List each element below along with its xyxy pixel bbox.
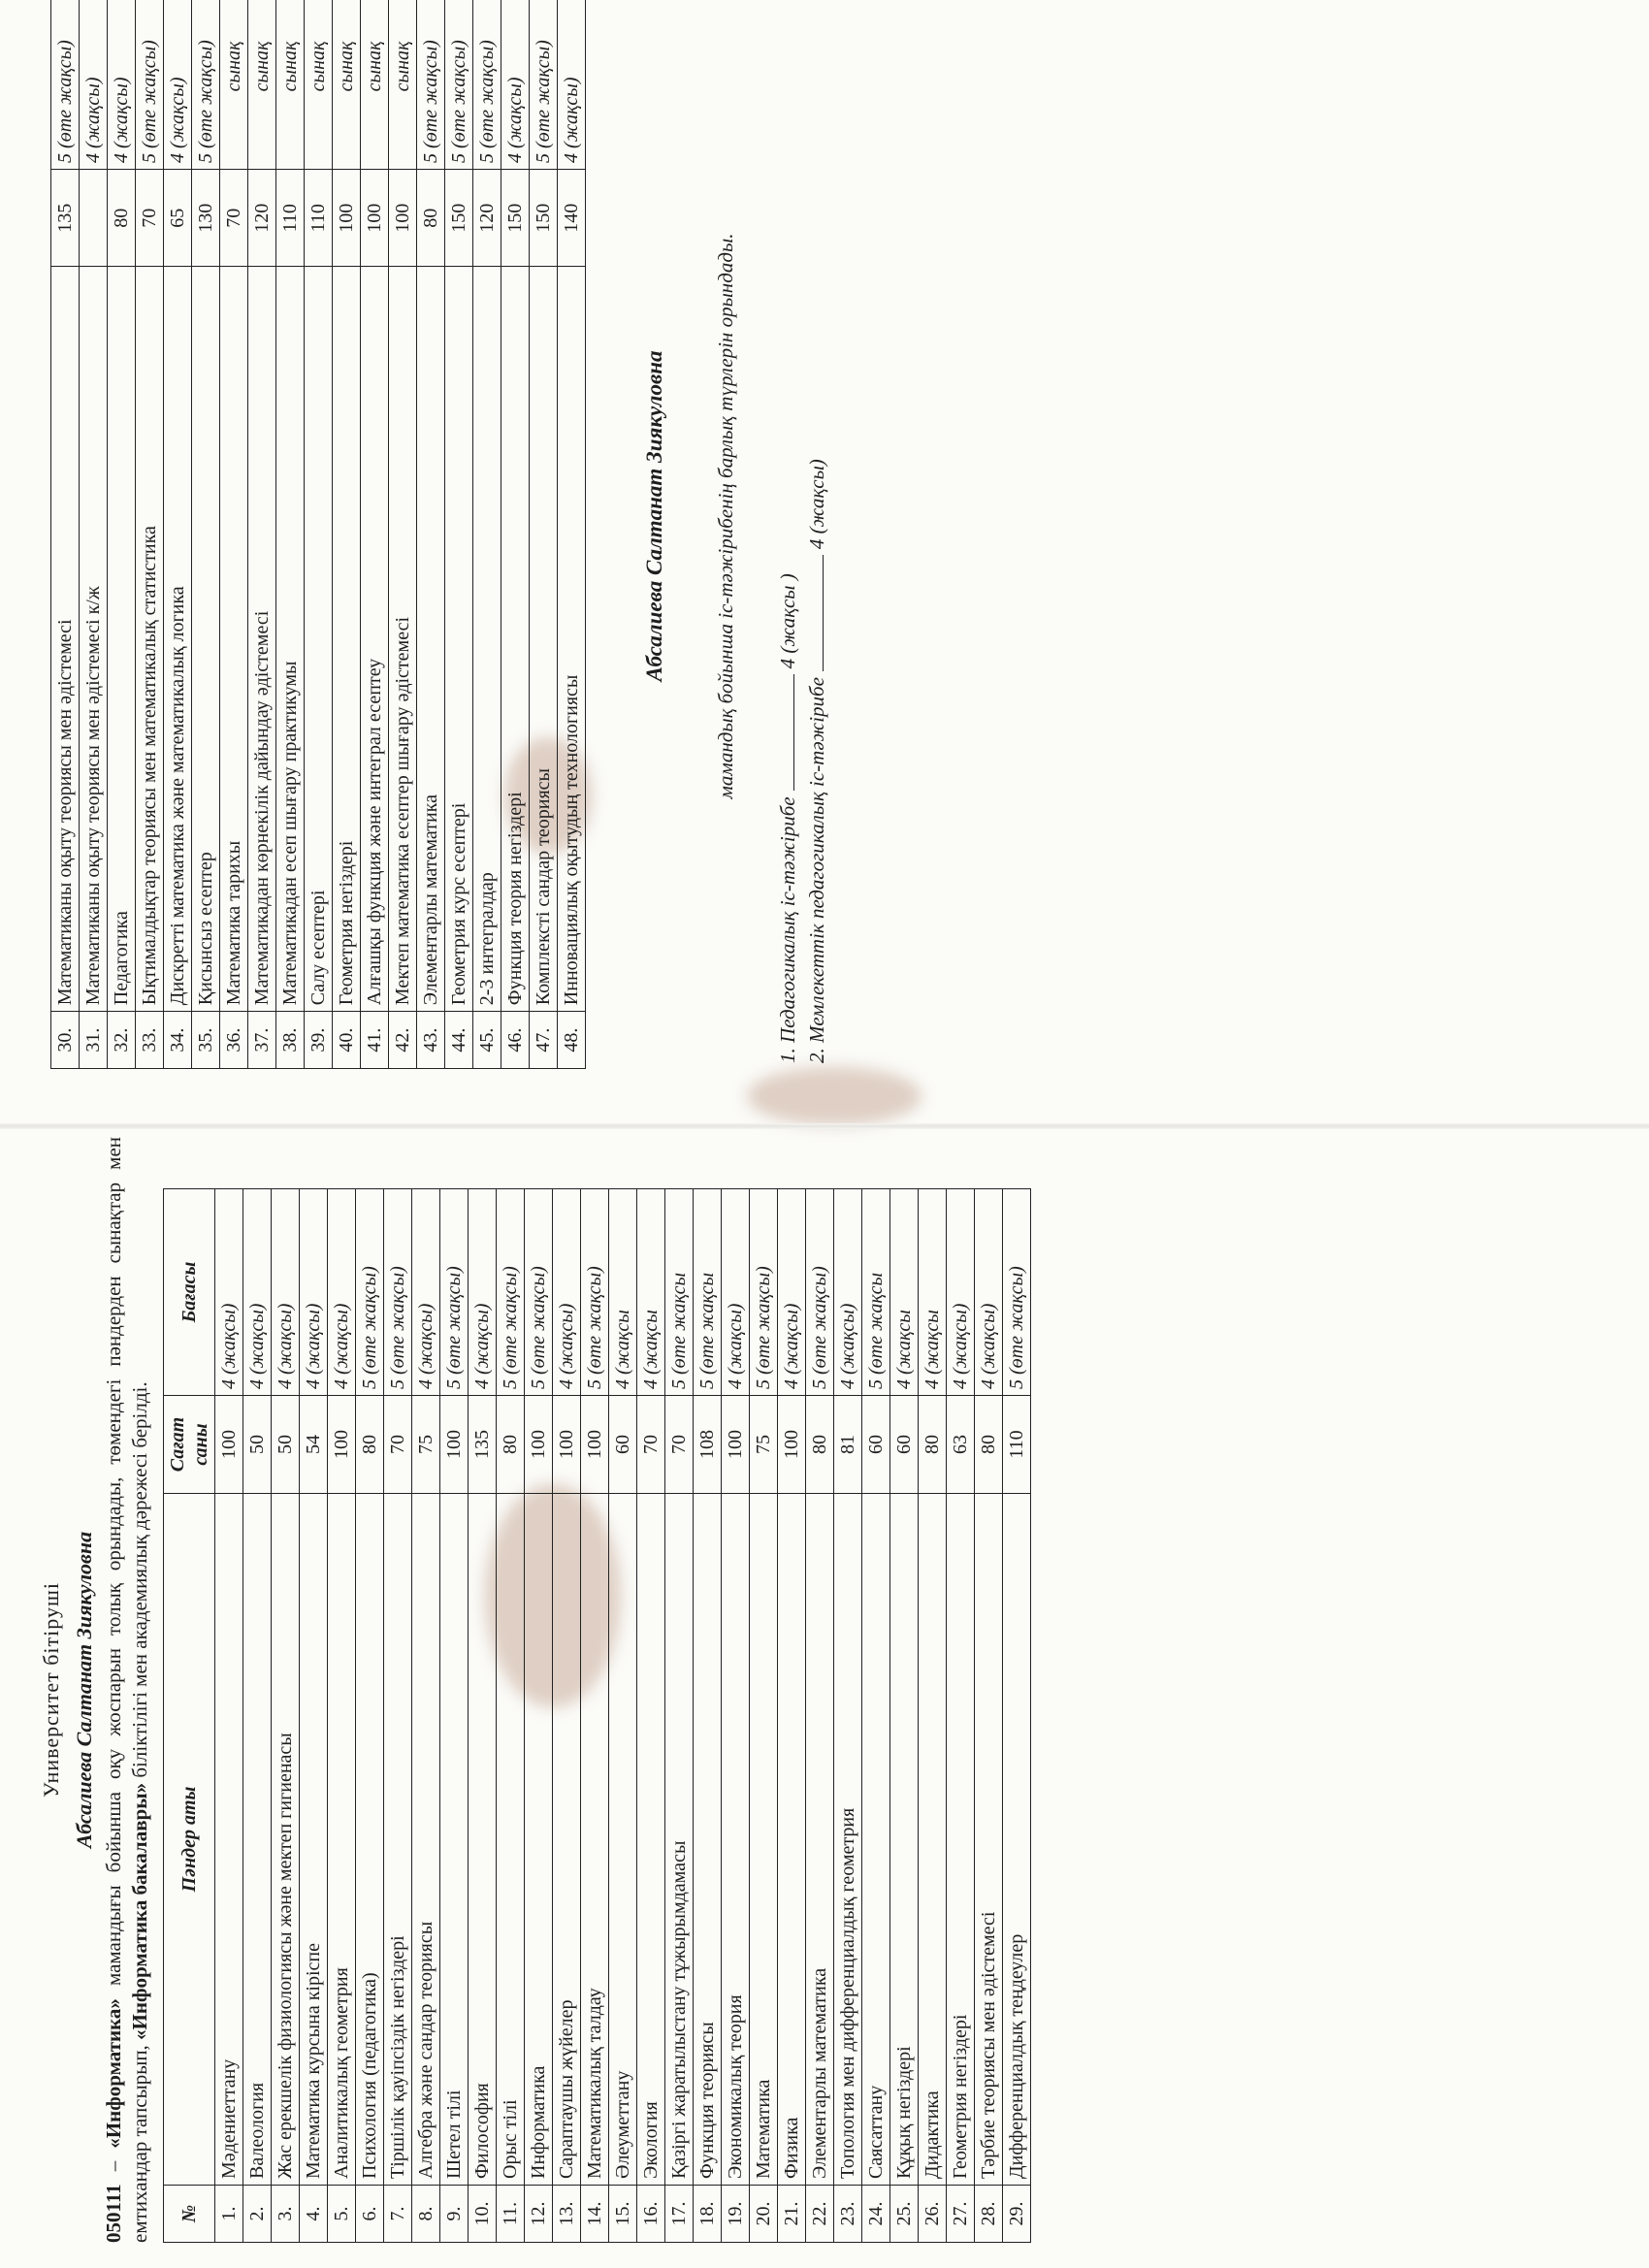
subject-name: Ықтималдықтар теориясы мен математикалық статистика xyxy=(136,267,164,1012)
subject-name: Экология xyxy=(637,1494,665,2186)
table-header-row xyxy=(164,1189,215,2243)
subject-name: Орыс тілі xyxy=(497,1494,525,2186)
subject-grade: 4 (жақсы) xyxy=(553,1189,581,1396)
subject-name: Элементарлы математика xyxy=(417,267,445,1012)
subject-grade: 4 (жақсы) xyxy=(215,1189,243,1396)
subject-hours: 108 xyxy=(694,1396,722,1494)
subject-name: Мәдениеттану xyxy=(215,1494,243,2186)
subject-hours: 80 xyxy=(356,1396,384,1494)
subject-hours: 65 xyxy=(164,169,192,267)
header-num: № xyxy=(164,2186,215,2243)
subject-hours: 120 xyxy=(473,169,501,267)
subject-name: Салу есептері xyxy=(305,267,333,1012)
subject-hours: 100 xyxy=(389,169,417,267)
row-number: 39. xyxy=(305,1012,333,1069)
subject-hours: 80 xyxy=(806,1396,834,1494)
page-fold xyxy=(0,1123,1649,1129)
practice-item xyxy=(802,0,831,1063)
subject-name: Қисынсыз есептер xyxy=(192,267,220,1012)
subject-hours: 100 xyxy=(722,1396,750,1494)
subject-name: Тіршілік қауіпсіздік негіздері xyxy=(384,1494,412,2186)
row-number: 44. xyxy=(445,1012,473,1069)
row-number: 23. xyxy=(834,2186,862,2243)
practice-item xyxy=(773,0,802,1063)
table-row xyxy=(51,0,80,1069)
table-row xyxy=(637,1189,665,2243)
table-row xyxy=(834,1189,862,2243)
practice-note: мамандық бойынша іс-тәжірибенің барлық түрлерін орындады. xyxy=(714,233,737,799)
subject-name: Инновациялық оқытудың технологиясы xyxy=(558,267,586,1012)
table-row xyxy=(389,0,417,1069)
subject-name: Математиканы оқыту теориясы мен әдістемесі xyxy=(51,267,80,1012)
blank-line xyxy=(793,674,794,791)
subject-grade: 4 (жақсы) xyxy=(412,1189,440,1396)
subject-name: Математиканы оқыту теориясы мен әдістемесі к/ж xyxy=(80,267,108,1012)
subject-grade: 5 (өте жақсы) xyxy=(136,0,164,169)
row-number: 31. xyxy=(80,1012,108,1069)
table-row xyxy=(445,0,473,1069)
table-row xyxy=(192,0,220,1069)
header-subject: Пәндер аты xyxy=(164,1494,215,2186)
row-number: 9. xyxy=(440,2186,469,2243)
table-row xyxy=(581,1189,609,2243)
blank-line xyxy=(823,555,824,671)
row-number: 34. xyxy=(164,1012,192,1069)
practice-label: 2. Мемлекеттік педагогикалық іс-тәжірибе xyxy=(805,677,828,1063)
row-number: 40. xyxy=(333,1012,361,1069)
practice-label: 1. Педагогикалық іс-тәжірибе xyxy=(776,796,799,1063)
subject-grade: 5 (өте жақсы) xyxy=(473,0,501,169)
table-row xyxy=(136,0,164,1069)
row-number: 38. xyxy=(276,1012,305,1069)
row-number: 6. xyxy=(356,2186,384,2243)
subject-hours: 135 xyxy=(51,169,80,267)
subject-name: Геометрия негіздері xyxy=(947,1494,975,2186)
subject-name: Сараптаушы жүйелер xyxy=(553,1494,581,2186)
subject-hours: 60 xyxy=(890,1396,919,1494)
subject-hours: 100 xyxy=(361,169,389,267)
subject-hours: 70 xyxy=(637,1396,665,1494)
subject-hours xyxy=(80,169,108,267)
table-row xyxy=(694,1189,722,2243)
subject-name: Комплексті сандар теориясы xyxy=(530,267,558,1012)
subject-hours: 50 xyxy=(243,1396,272,1494)
subject-grade: 5 (өте жақсы) xyxy=(384,1189,412,1396)
table-row xyxy=(469,1189,497,2243)
table-row xyxy=(750,1189,778,2243)
subject-grade: сынақ xyxy=(389,0,417,169)
table-row xyxy=(300,1189,328,2243)
subject-name: Математикалық талдау xyxy=(581,1494,609,2186)
table-row xyxy=(220,0,248,1069)
subject-name: Элементарлы математика xyxy=(806,1494,834,2186)
table-row xyxy=(778,1189,806,2243)
subject-grade: сынақ xyxy=(305,0,333,169)
subject-grade: 4 (жақсы) xyxy=(778,1189,806,1396)
table-row xyxy=(473,0,501,1069)
row-number: 4. xyxy=(300,2186,328,2243)
subject-grade: 4 (жақсы) xyxy=(947,1189,975,1396)
graduate-name: Абсалиева Салтанат Зиякуловна xyxy=(72,1531,96,1849)
subject-grade: сынақ xyxy=(333,0,361,169)
subject-hours: 100 xyxy=(440,1396,469,1494)
university-title: Университет бітіруші xyxy=(39,1581,63,1798)
table-row xyxy=(440,1189,469,2243)
subject-hours: 60 xyxy=(609,1396,637,1494)
intro-text-1: мамандығы бойынша оқу жоспарын толық орындады, төмендегі пәндерден сынақтар мен емтихандар тапсырып, xyxy=(102,1136,151,2243)
table-row xyxy=(276,0,305,1069)
subject-name: Информатика xyxy=(525,1494,553,2186)
subject-name: Тәрбие теориясы мен әдістемесі xyxy=(975,1494,1003,2186)
subject-hours: 150 xyxy=(445,169,473,267)
subject-hours: 100 xyxy=(553,1396,581,1494)
subject-hours: 150 xyxy=(530,169,558,267)
subject-hours: 70 xyxy=(220,169,248,267)
subject-name: Алгебра және сандар теориясы xyxy=(412,1494,440,2186)
subject-hours: 110 xyxy=(276,169,305,267)
subject-name: Геометрия курс есептері xyxy=(445,267,473,1012)
subject-hours: 110 xyxy=(305,169,333,267)
subject-hours: 140 xyxy=(558,169,586,267)
row-number: 20. xyxy=(750,2186,778,2243)
subject-hours: 80 xyxy=(497,1396,525,1494)
row-number: 14. xyxy=(581,2186,609,2243)
subject-grade: 5 (өте жақсы) xyxy=(192,0,220,169)
subject-name: 2-3 интегралдар xyxy=(473,267,501,1012)
subject-name: Дискретті математика және математикалық логика xyxy=(164,267,192,1012)
subject-name: Философия xyxy=(469,1494,497,2186)
table-row xyxy=(806,1189,834,2243)
subject-grade: 4 (жақсы) xyxy=(469,1189,497,1396)
subject-name: Экономикалық теория xyxy=(722,1494,750,2186)
subject-hours: 70 xyxy=(136,169,164,267)
subject-grade: 5 (өте жақсы) xyxy=(445,0,473,169)
row-number: 18. xyxy=(694,2186,722,2243)
page-right xyxy=(50,0,831,1069)
subject-hours: 80 xyxy=(417,169,445,267)
row-number: 33. xyxy=(136,1012,164,1069)
subject-grade: 4 (жақсы) xyxy=(272,1189,300,1396)
table-row xyxy=(497,1189,525,2243)
row-number: 19. xyxy=(722,2186,750,2243)
subject-hours: 150 xyxy=(501,169,530,267)
table-row xyxy=(609,1189,637,2243)
subject-hours: 54 xyxy=(300,1396,328,1494)
grades-table-right xyxy=(50,0,586,1069)
subject-name: Психология (педагогика) xyxy=(356,1494,384,2186)
table-row xyxy=(890,1189,919,2243)
subject-grade: 5 (өте жақсы) xyxy=(497,1189,525,1396)
practice-list xyxy=(773,0,831,1063)
row-number: 48. xyxy=(558,1012,586,1069)
bottom-section xyxy=(642,0,831,1069)
row-number: 10. xyxy=(469,2186,497,2243)
row-number: 12. xyxy=(525,2186,553,2243)
table-row xyxy=(501,0,530,1069)
table-row xyxy=(328,1189,356,2243)
row-number: 8. xyxy=(412,2186,440,2243)
table-row xyxy=(558,0,586,1069)
subject-hours: 63 xyxy=(947,1396,975,1494)
subject-grade: 5 (өте жақсы) xyxy=(356,1189,384,1396)
row-number: 21. xyxy=(778,2186,806,2243)
table-row xyxy=(164,0,192,1069)
subject-hours: 80 xyxy=(919,1396,947,1494)
table-row xyxy=(333,0,361,1069)
subject-grade: 4 (жақсы) xyxy=(80,0,108,169)
subject-hours: 100 xyxy=(215,1396,243,1494)
subject-hours: 80 xyxy=(975,1396,1003,1494)
subject-name: Топология мен дифференциалдық геометрия xyxy=(834,1494,862,2186)
subject-hours: 100 xyxy=(525,1396,553,1494)
subject-grade: 5 (өте жақсы xyxy=(694,1189,722,1396)
row-number: 17. xyxy=(665,2186,694,2243)
row-number: 27. xyxy=(947,2186,975,2243)
table-row xyxy=(412,1189,440,2243)
row-number: 45. xyxy=(473,1012,501,1069)
subject-name: Мектеп математика есептер шығару әдістемесі xyxy=(389,267,417,1012)
subject-hours: 100 xyxy=(581,1396,609,1494)
row-number: 2. xyxy=(243,2186,272,2243)
subject-name: Алғашқы функция және интеграл есептеу xyxy=(361,267,389,1012)
practice-grade: 4 (жақсы ) xyxy=(776,573,799,669)
row-number: 30. xyxy=(51,1012,80,1069)
row-number: 11. xyxy=(497,2186,525,2243)
row-number: 28. xyxy=(975,2186,1003,2243)
subject-name: Педагогика xyxy=(108,267,136,1012)
table-row xyxy=(1003,1189,1031,2243)
table-row xyxy=(553,1189,581,2243)
row-number: 24. xyxy=(862,2186,890,2243)
subject-grade: 4 (жақсы xyxy=(919,1189,947,1396)
subject-hours: 120 xyxy=(248,169,276,267)
subject-grade: 5 (өте жақсы) xyxy=(530,0,558,169)
table-row xyxy=(80,0,108,1069)
subject-grade: 5 (өте жақсы) xyxy=(525,1189,553,1396)
subject-grade: сынақ xyxy=(248,0,276,169)
subject-hours: 100 xyxy=(778,1396,806,1494)
row-number: 26. xyxy=(919,2186,947,2243)
row-number: 16. xyxy=(637,2186,665,2243)
row-number: 41. xyxy=(361,1012,389,1069)
subject-hours: 100 xyxy=(328,1396,356,1494)
subject-grade: 5 (өте жақсы) xyxy=(750,1189,778,1396)
subject-grade: 4 (жақсы) xyxy=(975,1189,1003,1396)
subject-grade: сынақ xyxy=(276,0,305,169)
subject-grade: 5 (өте жақсы) xyxy=(417,0,445,169)
subject-grade: 4 (жақсы xyxy=(890,1189,919,1396)
table-row xyxy=(665,1189,694,2243)
subject-name: Математикадан есеп шығару практикумы xyxy=(276,267,305,1012)
subject-name: Дифференциалдық теңдеулер xyxy=(1003,1494,1031,2186)
table-row xyxy=(947,1189,975,2243)
subject-name: Математика xyxy=(750,1494,778,2186)
subject-name: Шетел тілі xyxy=(440,1494,469,2186)
subject-name: Геометрия негіздері xyxy=(333,267,361,1012)
subject-hours: 70 xyxy=(665,1396,694,1494)
row-number: 5. xyxy=(328,2186,356,2243)
subject-name: Жас ерекшелік физиологиясы және мектеп гигиенасы xyxy=(272,1494,300,2186)
subject-grade: 4 (жақсы) xyxy=(722,1189,750,1396)
subject-grade: 5 (өте жақсы) xyxy=(806,1189,834,1396)
header-hours: Сағат саны xyxy=(164,1396,215,1494)
subject-hours: 135 xyxy=(469,1396,497,1494)
table-row xyxy=(384,1189,412,2243)
table-row xyxy=(248,0,276,1069)
subject-name: Құқық негіздері xyxy=(890,1494,919,2186)
subject-grade: 4 (жақсы) xyxy=(243,1189,272,1396)
row-number: 32. xyxy=(108,1012,136,1069)
subject-grade: 5 (өте жақсы) xyxy=(440,1189,469,1396)
subject-grade: 4 (жақсы xyxy=(637,1189,665,1396)
signature-name: Абсалиева Салтанат Зиякуловна xyxy=(642,350,666,682)
subject-grade: 4 (жақсы) xyxy=(300,1189,328,1396)
subject-hours: 70 xyxy=(384,1396,412,1494)
row-number: 37. xyxy=(248,1012,276,1069)
subject-grade: 5 (өте жақсы xyxy=(862,1189,890,1396)
subject-name: Математикадан көрнекілік дайындау әдістемесі xyxy=(248,267,276,1012)
row-number: 13. xyxy=(553,2186,581,2243)
subject-name: Әлеуметтану xyxy=(609,1494,637,2186)
subject-grade: 5 (өте жақсы) xyxy=(51,0,80,169)
table-row xyxy=(243,1189,272,2243)
subject-name: Математика курсына кіріспе xyxy=(300,1494,328,2186)
row-number: 36. xyxy=(220,1012,248,1069)
table-row xyxy=(975,1189,1003,2243)
subject-name: Дидактика xyxy=(919,1494,947,2186)
grades-table-left xyxy=(163,1188,1031,2243)
subject-grade: 4 (жақсы) xyxy=(164,0,192,169)
subject-grade: 4 (жақсы) xyxy=(501,0,530,169)
table-row xyxy=(356,1189,384,2243)
row-number: 15. xyxy=(609,2186,637,2243)
subject-name: Валеология xyxy=(243,1494,272,2186)
header-grade: Бағасы xyxy=(164,1189,215,1396)
table-row xyxy=(919,1189,947,2243)
intro-text-2: біліктілігі мен академиялық дәрежесі берілді. xyxy=(128,1381,151,1783)
table-row xyxy=(361,0,389,1069)
table-row xyxy=(722,1189,750,2243)
intro-dash: – xyxy=(102,2148,125,2185)
page-left xyxy=(39,1137,1031,2243)
subject-name: Функция теория негіздері xyxy=(501,267,530,1012)
subject-hours: 80 xyxy=(108,169,136,267)
row-number: 46. xyxy=(501,1012,530,1069)
row-number: 1. xyxy=(215,2186,243,2243)
subject-hours: 50 xyxy=(272,1396,300,1494)
intro-paragraph xyxy=(101,1137,153,2243)
table-row xyxy=(862,1189,890,2243)
table-row xyxy=(108,0,136,1069)
subject-name: Функция теориясы xyxy=(694,1494,722,2186)
specialty-name: «Информатика» xyxy=(102,1998,125,2149)
subject-grade: 4 (жақсы) xyxy=(328,1189,356,1396)
row-number: 3. xyxy=(272,2186,300,2243)
row-number: 29. xyxy=(1003,2186,1031,2243)
subject-grade: 4 (жақсы xyxy=(609,1189,637,1396)
subject-hours: 100 xyxy=(333,169,361,267)
subject-grade: 4 (жақсы) xyxy=(108,0,136,169)
subject-name: Саясаттану xyxy=(862,1494,890,2186)
subject-name: Математика тарихы xyxy=(220,267,248,1012)
row-number: 42. xyxy=(389,1012,417,1069)
subject-hours: 75 xyxy=(412,1396,440,1494)
subject-hours: 130 xyxy=(192,169,220,267)
table-row xyxy=(305,0,333,1069)
subject-hours: 110 xyxy=(1003,1396,1031,1494)
subject-grade: 4 (жақсы) xyxy=(834,1189,862,1396)
row-number: 22. xyxy=(806,2186,834,2243)
stain xyxy=(747,1067,922,1125)
row-number: 43. xyxy=(417,1012,445,1069)
row-number: 7. xyxy=(384,2186,412,2243)
table-row xyxy=(272,1189,300,2243)
subject-grade: сынақ xyxy=(361,0,389,169)
table-row xyxy=(525,1189,553,2243)
subject-grade: 5 (өте жақсы) xyxy=(1003,1189,1031,1396)
subject-grade: сынақ xyxy=(220,0,248,169)
degree-name: «Информатика бакалавры» xyxy=(128,1782,151,2040)
subject-grade: 4 (жақсы) xyxy=(558,0,586,169)
subject-grade: 5 (өте жақсы xyxy=(665,1189,694,1396)
table-row xyxy=(417,0,445,1069)
subject-hours: 60 xyxy=(862,1396,890,1494)
specialty-code: 050111 xyxy=(102,2184,125,2243)
table-row xyxy=(215,1189,243,2243)
row-number: 25. xyxy=(890,2186,919,2243)
subject-hours: 75 xyxy=(750,1396,778,1494)
subject-grade: 5 (өте жақсы) xyxy=(581,1189,609,1396)
subject-name: Аналитикалық геометрия xyxy=(328,1494,356,2186)
subject-hours: 81 xyxy=(834,1396,862,1494)
row-number: 35. xyxy=(192,1012,220,1069)
subject-name: Қазіргі жаратылыстану тұжырымдамасы xyxy=(665,1494,694,2186)
table-row xyxy=(530,0,558,1069)
practice-grade: 4 (жақсы) xyxy=(805,459,828,550)
row-number: 47. xyxy=(530,1012,558,1069)
subject-name: Физика xyxy=(778,1494,806,2186)
